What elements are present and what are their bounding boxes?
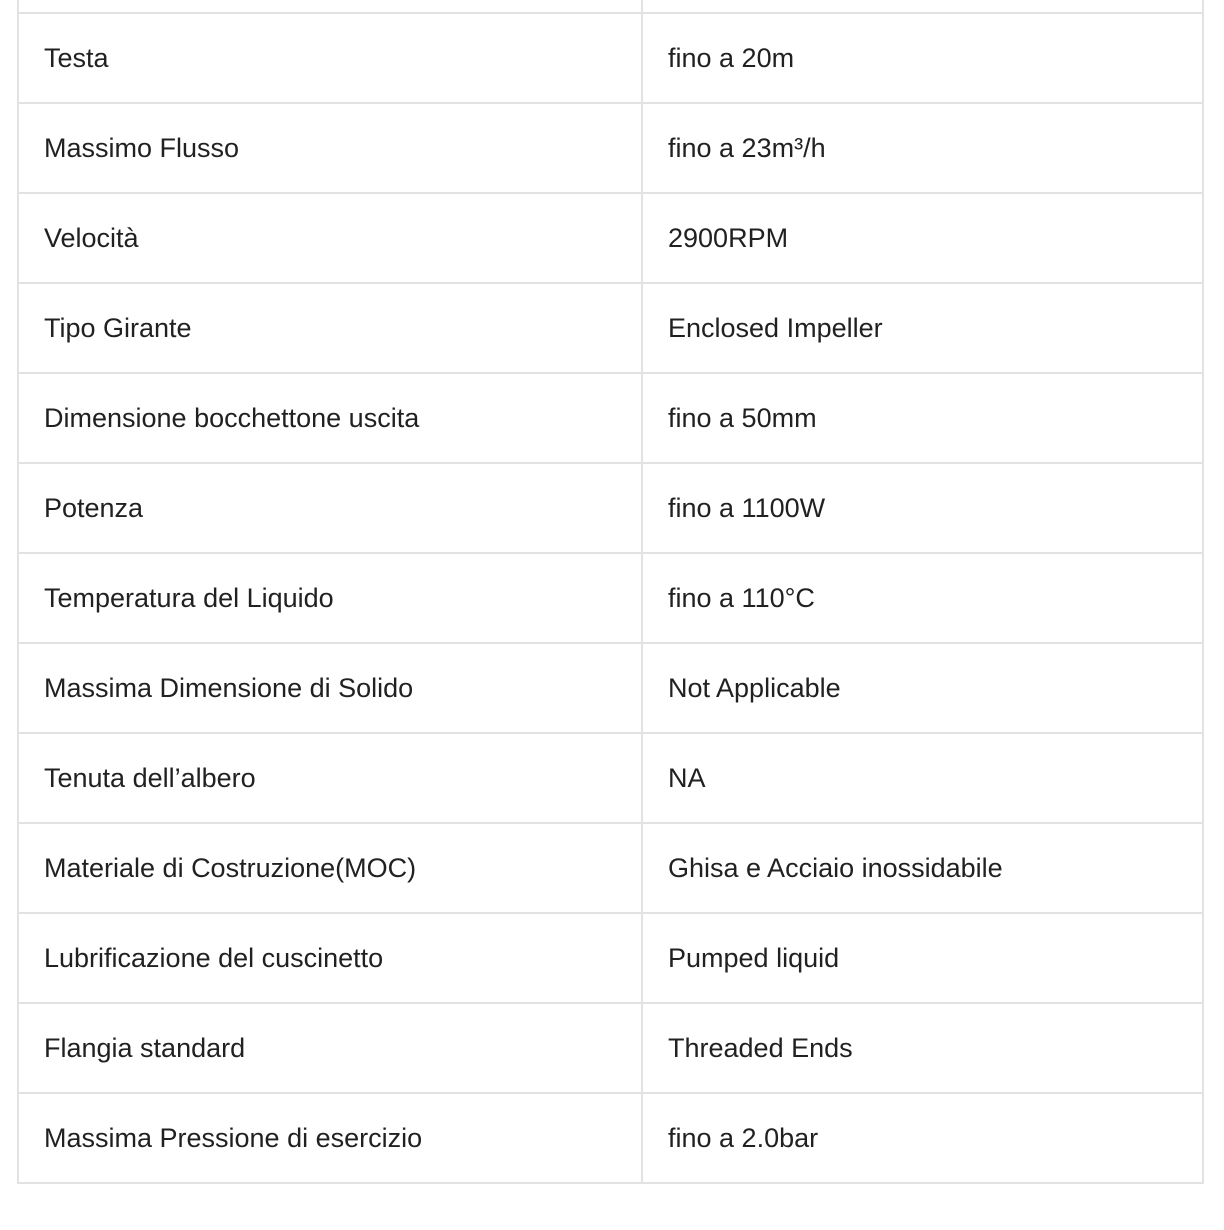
table-row	[18, 553, 1203, 643]
table-row	[18, 463, 1203, 553]
spec-label: Massimo Flusso	[18, 103, 642, 193]
table-row	[18, 1003, 1203, 1093]
table-row	[18, 283, 1203, 373]
table-row	[18, 13, 1203, 103]
spec-value: Ghisa e Acciaio inossidabile	[642, 823, 1203, 913]
spec-value: Pumped liquid	[642, 913, 1203, 1003]
spec-label: Materiale di Costruzione(MOC)	[18, 823, 642, 913]
spec-label: Flangia standard	[18, 1003, 642, 1093]
spec-label: Velocità	[18, 193, 642, 283]
spec-label: Massima Pressione di esercizio	[18, 1093, 642, 1183]
spec-label: Dimensione bocchettone uscita	[18, 373, 642, 463]
spec-label: Testa	[18, 13, 642, 103]
spec-value: fino a 50mm	[642, 373, 1203, 463]
spec-label	[18, 0, 642, 13]
spec-label: Potenza	[18, 463, 642, 553]
spec-value: fino a 23m³/h	[642, 103, 1203, 193]
table-row	[18, 913, 1203, 1003]
table-row	[18, 193, 1203, 283]
spec-value: fino a 110°C	[642, 553, 1203, 643]
spec-value: fino a 1100W	[642, 463, 1203, 553]
spec-label: Massima Dimensione di Solido	[18, 643, 642, 733]
spec-label: Lubrificazione del cuscinetto	[18, 913, 642, 1003]
spec-value	[642, 0, 1203, 13]
table-row	[18, 823, 1203, 913]
spec-label: Tenuta dell’albero	[18, 733, 642, 823]
table-row-partial	[18, 0, 1203, 13]
specifications-table	[17, 0, 1204, 1184]
table-row	[18, 373, 1203, 463]
table-row	[18, 103, 1203, 193]
spec-value: fino a 2.0bar	[642, 1093, 1203, 1183]
spec-label: Temperatura del Liquido	[18, 553, 642, 643]
table-row	[18, 1093, 1203, 1183]
spec-value: Threaded Ends	[642, 1003, 1203, 1093]
spec-value: Enclosed Impeller	[642, 283, 1203, 373]
spec-value: Not Applicable	[642, 643, 1203, 733]
table-row	[18, 643, 1203, 733]
spec-value: fino a 20m	[642, 13, 1203, 103]
table-row	[18, 733, 1203, 823]
spec-value: 2900RPM	[642, 193, 1203, 283]
spec-value: NA	[642, 733, 1203, 823]
spec-label: Tipo Girante	[18, 283, 642, 373]
